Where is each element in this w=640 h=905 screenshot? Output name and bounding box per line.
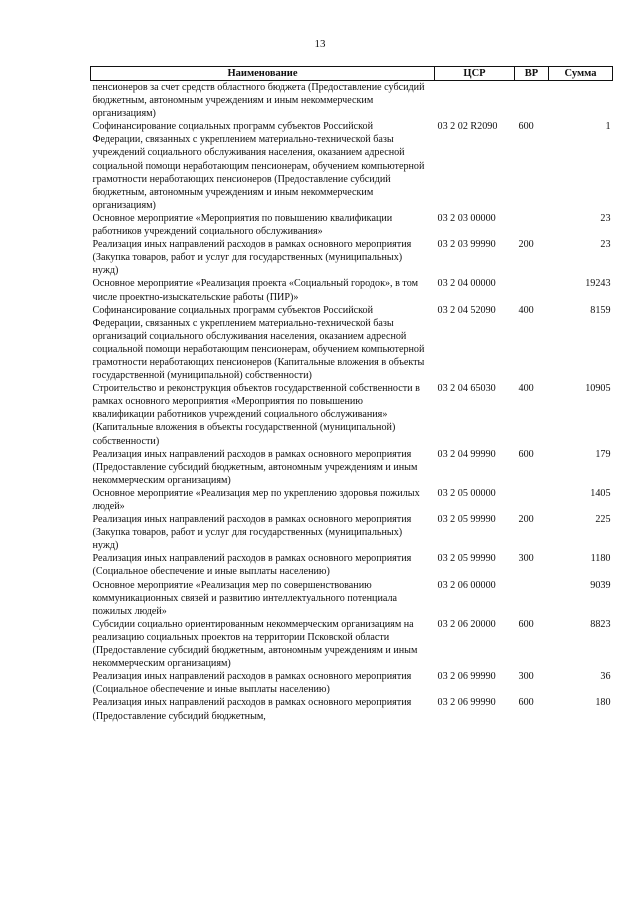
row-sum: 23 <box>600 239 611 251</box>
header-row <box>91 67 613 81</box>
row-vr <box>515 277 549 303</box>
row-name: Основное мероприятие «Реализация мер по совершенствованию коммуникационных связей и развитию интеллектуального потенциала пожилых людей» <box>92 579 398 617</box>
row-vr <box>515 212 549 238</box>
row-sum: 10905 <box>585 383 611 395</box>
table-row <box>91 552 613 578</box>
row-name: Строительство и реконструкция объектов государственной собственности в рамках основного мероприятия «Мероприятия по повышению квалификации работников учреждений социального обслуживания» (Капитальные вложения в объекты государственной (муниципальной) собственности) <box>92 383 420 447</box>
row-csr: 03 2 02 R2090 <box>437 121 498 133</box>
table-row <box>91 304 613 383</box>
row-vr <box>515 81 549 121</box>
table-row <box>91 120 613 212</box>
row-vr <box>515 487 549 513</box>
row-csr: 03 2 06 99990 <box>437 697 496 709</box>
row-vr: 400 <box>518 383 534 395</box>
row-name: Реализация иных направлений расходов в рамках основного мероприятия (Социальное обеспечение и иные выплаты населению) <box>92 553 412 578</box>
row-sum: 225 <box>595 514 611 526</box>
row-sum: 9039 <box>590 579 611 591</box>
table-row <box>91 238 613 277</box>
row-vr: 200 <box>518 514 534 526</box>
row-vr: 600 <box>518 697 534 709</box>
row-vr: 400 <box>518 304 534 316</box>
row-vr <box>515 579 549 618</box>
table-row <box>91 696 613 722</box>
row-csr: 03 2 04 99990 <box>437 448 496 460</box>
row-csr: 03 2 06 00000 <box>437 579 496 591</box>
row-name: Реализация иных направлений расходов в рамках основного мероприятия (Закупка товаров, работ и услуг для государственных (муниципальных) нужд) <box>92 514 412 552</box>
header-name: Наименование <box>91 67 435 81</box>
row-csr: 03 2 05 99990 <box>437 514 496 526</box>
table-row <box>91 487 613 513</box>
row-vr: 600 <box>518 121 534 133</box>
row-csr: 03 2 06 99990 <box>437 671 496 683</box>
row-name: Реализация иных направлений расходов в рамках основного мероприятия (Социальное обеспечение и иные выплаты населению) <box>92 671 412 696</box>
row-csr: 03 2 04 52090 <box>437 304 496 316</box>
row-csr <box>435 81 515 121</box>
table-row <box>91 448 613 487</box>
row-name: Софинансирование социальных программ субъектов Российской Федерации, связанных с укреплением материально-технической базы организаций социального обслуживания населения, оказанием адресной социальной помощи неработающим пенсионерам, обучением компьютерной грамотности неработающих пенсионеров (Капитальные вложения в объекты государственной (муниципальной) собственности) <box>92 304 425 382</box>
table-row <box>91 670 613 696</box>
table-row <box>91 513 613 552</box>
table-row <box>91 277 613 303</box>
row-name: Софинансирование социальных программ субъектов Российской Федерации, связанных с укреплением материально-технической базы учреждений социального обслуживания населения, оказанием адресной социальной помощи неработающим пенсионерам, обучением компьютерной грамотности неработающих пенсионеров (Предоставление субсидий бюджетным, автономным учреждениям и иным некоммерческим организациям) <box>92 121 425 211</box>
budget-table <box>90 66 613 723</box>
row-csr: 03 2 05 99990 <box>437 553 496 565</box>
row-csr: 03 2 04 65030 <box>437 383 496 395</box>
row-sum: 36 <box>600 671 611 683</box>
row-csr: 03 2 06 20000 <box>437 618 496 630</box>
row-name: пенсионеров за счет средств областного бюджета (Предоставление субсидий бюджетным, автономным учреждениям и иным некоммерческим организациям) <box>92 82 425 120</box>
row-sum: 8823 <box>590 618 611 630</box>
row-sum: 179 <box>595 448 611 460</box>
row-sum: 19243 <box>585 278 611 290</box>
table-row <box>91 382 613 447</box>
row-name: Реализация иных направлений расходов в рамках основного мероприятия (Предоставление субсидий бюджетным, автономным учреждениям и иным некоммерческим организациям) <box>92 448 418 486</box>
row-vr: 200 <box>518 239 534 251</box>
row-vr: 300 <box>518 671 534 683</box>
table-row <box>91 212 613 238</box>
row-sum: 1 <box>605 121 611 133</box>
header-sum: Сумма <box>549 67 613 81</box>
header-vr: ВР <box>515 67 549 81</box>
row-vr: 300 <box>518 553 534 565</box>
row-name: Реализация иных направлений расходов в рамках основного мероприятия (Закупка товаров, работ и услуг для государственных (муниципальных) нужд) <box>92 239 412 277</box>
table-body <box>91 81 613 723</box>
row-csr: 03 2 05 00000 <box>437 487 496 499</box>
row-sum <box>549 81 613 121</box>
table-row <box>91 618 613 670</box>
row-sum: 23 <box>600 212 611 224</box>
page-number: 13 <box>314 38 326 50</box>
row-vr: 600 <box>518 448 534 460</box>
row-name: Основное мероприятие «Реализация проекта «Социальный городок», в том числе проектно-изыскательские работы (ПИР)» <box>92 278 418 303</box>
row-sum: 1180 <box>590 553 611 565</box>
row-csr: 03 2 03 99990 <box>437 239 496 251</box>
row-sum: 180 <box>595 697 611 709</box>
row-csr: 03 2 04 00000 <box>437 278 496 290</box>
row-name: Субсидии социально ориентированным некоммерческим организациям на реализацию социальных проектов на территории Псковской области (Предоставление субсидий бюджетным, автономным учреждениям и иным некоммерческим организациям) <box>92 618 418 670</box>
table-header <box>91 67 613 81</box>
row-name: Основное мероприятие «Мероприятия по повышению квалификации работников учреждений социального обслуживания» <box>92 212 393 238</box>
table-row <box>91 81 613 121</box>
row-name: Реализация иных направлений расходов в рамках основного мероприятия (Предоставление субсидий бюджетным, <box>92 697 412 722</box>
table-row <box>91 579 613 618</box>
header-csr: ЦСР <box>435 67 515 81</box>
row-sum: 8159 <box>590 304 611 316</box>
row-sum: 1405 <box>590 487 611 499</box>
row-name: Основное мероприятие «Реализация мер по укреплению здоровья пожилых людей» <box>92 487 420 512</box>
row-vr: 600 <box>518 618 534 630</box>
row-csr: 03 2 03 00000 <box>437 212 496 224</box>
